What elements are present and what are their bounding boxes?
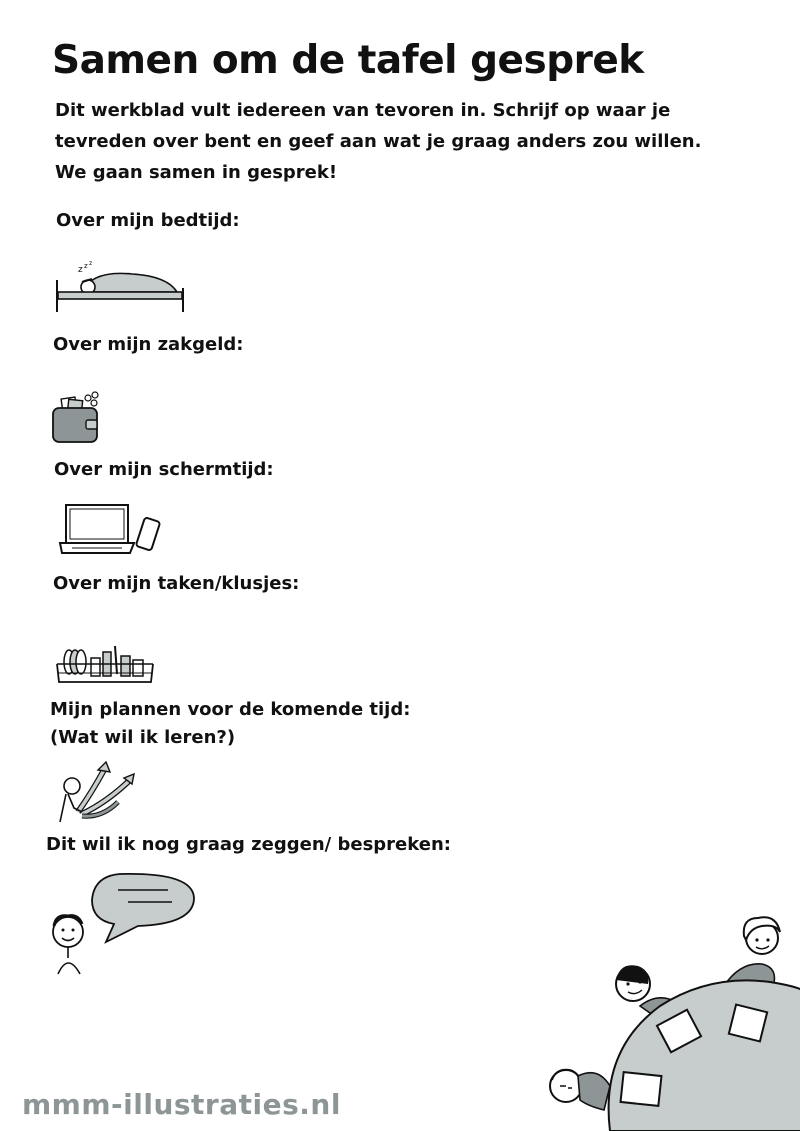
- bed-icon: [52, 262, 188, 314]
- growth-arrows-icon: [52, 762, 142, 826]
- table-people-illustration: [540, 910, 800, 1131]
- intro-line: Dit werkblad vult iedereen van tevoren in. Schrijf op waar je: [55, 100, 671, 121]
- dish-rack-icon: [55, 642, 157, 684]
- intro-text: [55, 95, 735, 188]
- laptop-phone-icon: [58, 503, 168, 555]
- section-label-chores: Over mijn taken/klusjes:: [53, 573, 300, 594]
- speech-bubble-icon: [48, 870, 198, 980]
- svg-text:z: z: [89, 260, 93, 267]
- intro-line: We gaan samen in gesprek!: [55, 162, 338, 183]
- page-title: Samen om de tafel gesprek: [52, 38, 644, 83]
- intro-line: tevreden over bent en geef aan wat je graag anders zou willen.: [55, 131, 702, 152]
- section-label-discuss: Dit wil ik nog graag zeggen/ bespreken:: [46, 834, 451, 855]
- section-label-pocket-money: Over mijn zakgeld:: [53, 334, 244, 355]
- brand-watermark[interactable]: mmm-illustraties.nl: [22, 1088, 341, 1121]
- wallet-icon: [50, 390, 106, 446]
- svg-text:z: z: [84, 262, 88, 270]
- plans-sublabel: (Wat wil ik leren?): [50, 727, 236, 748]
- section-label-screen-time: Over mijn schermtijd:: [54, 459, 274, 480]
- section-label-bedtime: Over mijn bedtijd:: [56, 210, 240, 231]
- section-label-plans: [50, 696, 410, 752]
- svg-text:z: z: [78, 265, 83, 275]
- plans-label: Mijn plannen voor de komende tijd:: [50, 699, 411, 720]
